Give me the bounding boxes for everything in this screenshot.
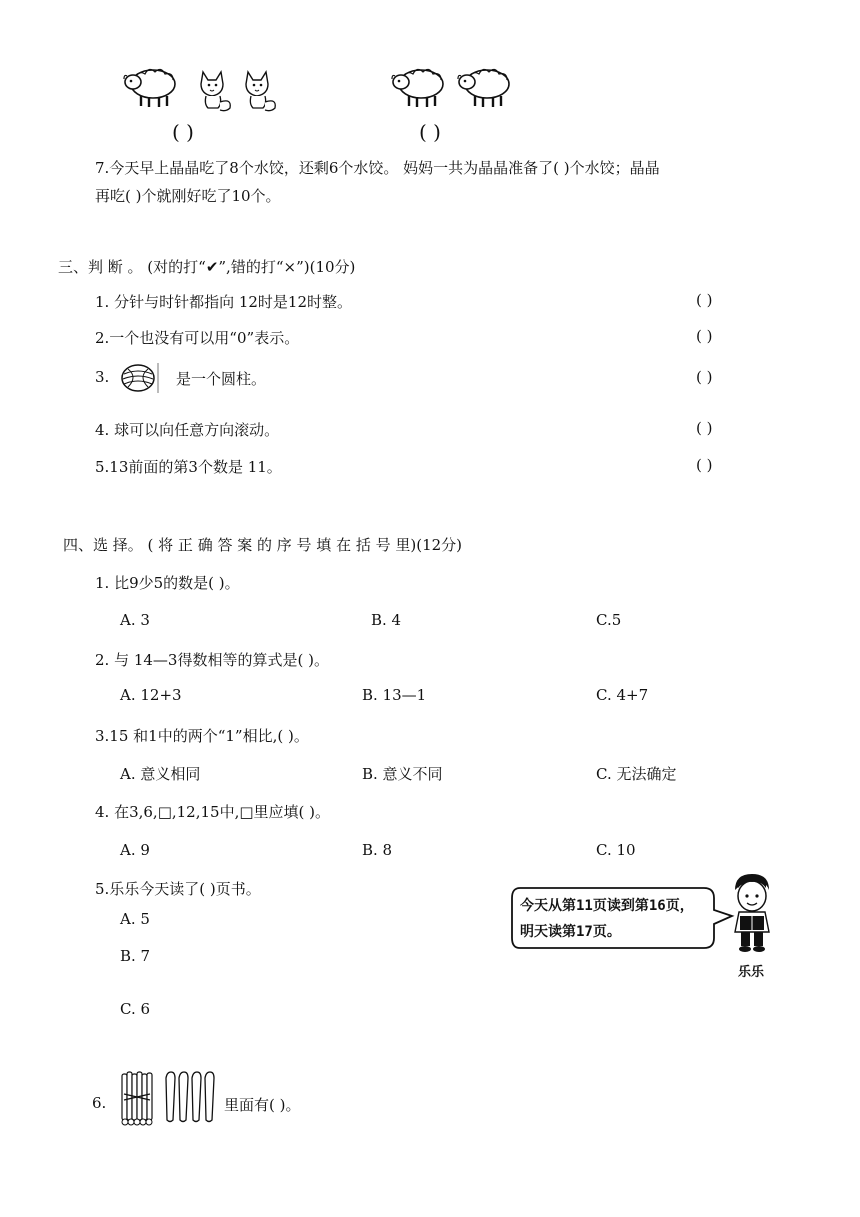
animals-illustration [115, 58, 535, 116]
watermelon-icon [118, 360, 164, 396]
tf-answer-4[interactable]: ( ) [696, 419, 713, 437]
q7-line-2: 再吃( )个就刚好吃了10个。 [95, 187, 281, 205]
tf-answer-5[interactable]: ( ) [696, 456, 713, 474]
tf-answer-2[interactable]: ( ) [696, 327, 713, 345]
section4-heading: 四、选 择。 ( 将 正 确 答 案 的 序 号 填 在 括 号 里)(12分) [63, 536, 463, 554]
mc-q3-option-b[interactable]: B. 意义不同 [362, 765, 443, 783]
tf-item-2: 2.一个也没有可以用“0”表示。 [95, 329, 300, 347]
mc-q2-option-b[interactable]: B. 13—1 [362, 686, 427, 704]
mc-q5-option-c[interactable]: C. 6 [120, 1000, 151, 1018]
mc-q5-option-a[interactable]: A. 5 [120, 910, 150, 928]
mc-q5-option-b[interactable]: B. 7 [120, 947, 151, 965]
mc-q5: 5.乐乐今天读了( )页书。 [95, 880, 261, 898]
mc-q1-option-b[interactable]: B. 4 [371, 611, 402, 629]
mc-q4-option-c[interactable]: C. 10 [596, 841, 636, 859]
mc-q1-option-c[interactable]: C.5 [596, 611, 622, 629]
section3-heading: 三、判 断 。 (对的打“✔”,错的打“×”)(10分) [58, 258, 356, 276]
tf-item-1: 1. 分针与时针都指向 12时是12时整。 [95, 293, 353, 311]
mc-q6: 里面有( )。 [224, 1096, 301, 1114]
tf-answer-1[interactable]: ( ) [696, 291, 713, 309]
tf-item-5: 5.13前面的第3个数是 11。 [95, 458, 282, 476]
mc-q1-option-a[interactable]: A. 3 [120, 611, 150, 629]
boy-reading-icon [727, 872, 777, 956]
counting-sticks-icon [118, 1068, 218, 1128]
mc-q2-option-c[interactable]: C. 4+7 [596, 686, 649, 704]
mc-q3-option-c[interactable]: C. 无法确定 [596, 765, 677, 783]
mc-q1: 1. 比9少5的数是( )。 [95, 574, 240, 592]
mc-q4: 4. 在3,6,□,12,15中,□里应填( )。 [95, 803, 330, 821]
tf-item-4: 4. 球可以向任意方向滚动。 [95, 421, 280, 439]
tf-item-3-number: 3. [95, 368, 110, 386]
tf-item-3: 是一个圆柱。 [176, 370, 267, 388]
mc-q3: 3.15 和1中的两个“1”相比,( )。 [95, 727, 309, 745]
mc-q4-option-a[interactable]: A. 9 [120, 841, 150, 859]
mc-q4-option-b[interactable]: B. 8 [362, 841, 393, 859]
mc-q3-option-a[interactable]: A. 意义相同 [120, 765, 201, 783]
tf-answer-3[interactable]: ( ) [696, 368, 713, 386]
boy-caption: 乐乐 [738, 965, 765, 980]
answer-paren-left[interactable]: ( ) [172, 120, 194, 144]
speech-bubble-text: 今天从第11页读到第16页，明天读第17页。 [520, 898, 694, 940]
q7-line-1: 7.今天早上晶晶吃了8个水饺，还剩6个水饺。 妈妈一共为晶晶准备了( )个水饺；晶晶 [95, 159, 660, 177]
answer-paren-right[interactable]: ( ) [419, 120, 441, 144]
mc-q2-option-a[interactable]: A. 12+3 [120, 686, 182, 704]
mc-q2: 2. 与 14—3得数相等的算式是( )。 [95, 651, 329, 669]
mc-q6-number: 6. [92, 1094, 107, 1112]
